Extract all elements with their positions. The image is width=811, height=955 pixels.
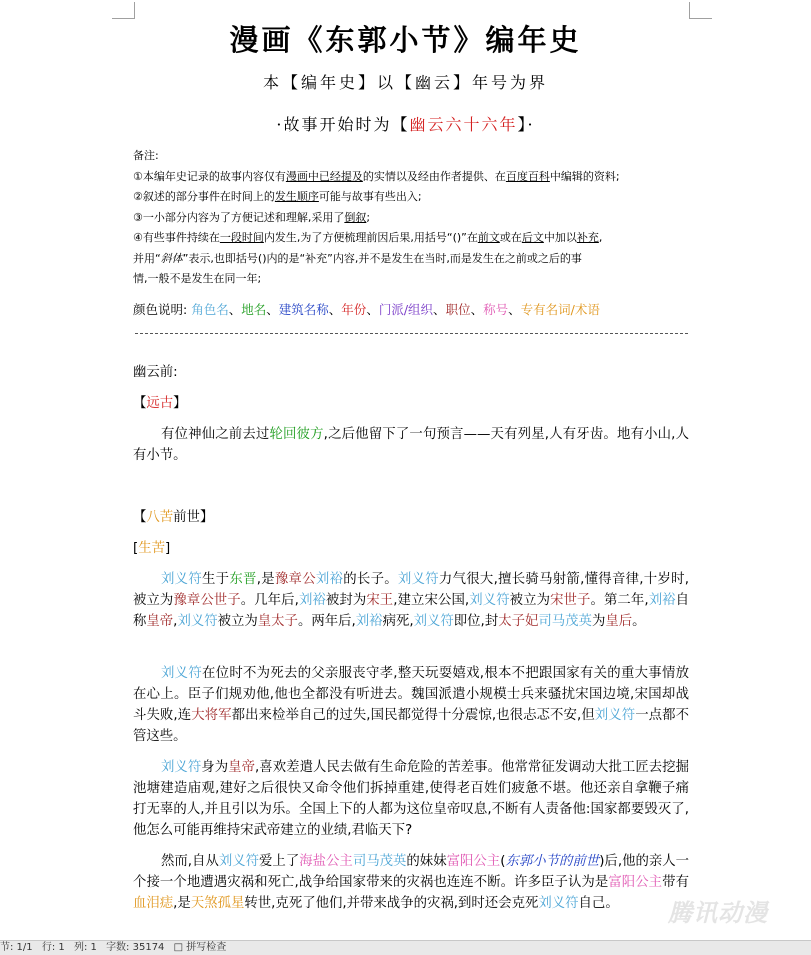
note-3-text: ③一小部分内容为了方便记述和理解,采用了	[133, 210, 345, 224]
note-4-l2-text: 并用“	[133, 251, 161, 265]
note-4-text-3: 或在	[499, 231, 522, 244]
p1-text: 有位神仙之前去过	[161, 427, 270, 442]
legend-place: 地名	[241, 302, 267, 317]
p5-text: 的妹妹	[406, 854, 447, 869]
legend-sep: 、	[328, 302, 342, 317]
pre-era-heading: 幽云前:	[133, 365, 178, 380]
role-liu-yu: 刘裕	[355, 614, 383, 629]
note-2-underline: 发生顺序	[274, 190, 319, 203]
post-huangtaizi: 皇太子	[257, 614, 298, 629]
post-dajiangjun: 大将军	[191, 708, 232, 723]
eight-sufferings-rest: 前世	[173, 510, 200, 525]
note-1	[133, 167, 693, 188]
note-4-underline-1: 一段时间	[219, 231, 264, 244]
legend-sep: 、	[266, 302, 279, 317]
p5-text: 爱上了	[259, 854, 300, 869]
p2-text: 。	[632, 614, 646, 629]
p3-text: 一点都不管这些。	[133, 708, 689, 744]
legend-post: 职位	[445, 302, 471, 317]
term-blood-tear-mole: 血泪痣	[133, 896, 174, 911]
note-3	[133, 208, 693, 229]
p2-text: 被立为	[217, 614, 258, 629]
bracket: 【	[133, 510, 147, 525]
bracket: 】	[173, 396, 187, 411]
post-huangdi: 皇帝	[146, 614, 174, 629]
notes-block	[133, 146, 693, 290]
ancient-label: 远古	[146, 396, 174, 411]
legend-year: 年份	[341, 302, 367, 317]
paragraph-prophecy	[133, 424, 689, 466]
eight-sufferings-heading	[133, 507, 689, 528]
p5-text: 自己。	[578, 896, 619, 911]
color-legend	[133, 300, 600, 318]
supplement-past-life: 东郭小节的前世	[505, 854, 600, 869]
note-4-text: ④有些事件持续在	[133, 231, 220, 244]
legend-building: 建筑名称	[278, 302, 329, 317]
paragraph-liu-yifu-origin	[133, 569, 689, 632]
p2-text: 力气很大,擅长骑马射箭,懂得音律,十岁时,被立为	[133, 572, 690, 608]
note-4-underline-3: 后文	[521, 231, 544, 244]
margin-corner-top-right	[689, 2, 712, 19]
p2-text: 。第二年,	[590, 593, 649, 608]
note-1-underline: 漫画中已经提及	[285, 169, 363, 183]
p2-text: 生于	[202, 572, 230, 587]
note-1-text-2: 的实情以及经由作者提供、在	[362, 169, 506, 183]
post-huanghou: 皇后	[605, 614, 633, 629]
title-haiyan-princess: 海盐公主	[299, 854, 353, 869]
status-page[interactable]: 节: 1/1	[0, 942, 33, 953]
term-tiansha-star: 天煞孤星	[190, 896, 245, 911]
post-songwang: 宋王	[366, 593, 394, 608]
p2-text: 。两年后,	[297, 614, 356, 629]
bracket: 【	[133, 396, 147, 411]
paragraph-liu-yifu-reign	[133, 663, 689, 747]
role-liu-yifu: 刘义符	[161, 760, 202, 775]
role-liu-yifu: 刘义符	[594, 708, 636, 723]
p2-text: ,建立宋公国,	[393, 593, 470, 608]
legend-sep: 、	[508, 302, 521, 317]
role-liu-yifu: 刘义符	[538, 896, 579, 911]
note-2-text: ②叙述的部分事件在时间上的	[133, 190, 275, 203]
legend-title: 称号	[483, 302, 509, 317]
post-huangdi: 皇帝	[228, 760, 256, 775]
start-suffix: 】·	[517, 115, 535, 134]
status-bar	[0, 940, 811, 955]
note-3-text-2: ;	[366, 210, 371, 224]
paragraph-liu-yifu-cruelty	[133, 757, 689, 841]
legend-faction: 门派/组织	[378, 302, 434, 317]
story-start-line	[0, 112, 811, 135]
p2-text: ,	[173, 614, 178, 629]
bracket: 】	[199, 510, 214, 525]
note-4-l2-text-2: ”表示,也即括号()内的是“补充”内容,并不是发生在当时,而是发生在之前或之后的事	[182, 251, 582, 265]
legend-sep: 、	[433, 302, 446, 317]
role-liu-yifu: 刘义符	[177, 614, 218, 629]
note-4-underline-4: 补充	[576, 231, 599, 244]
dashed-divider	[135, 333, 688, 334]
note-3-underline: 倒叙	[344, 210, 367, 224]
note-1-text-3: 中编辑的资料;	[549, 169, 620, 183]
note-1-text: ①本编年史记录的故事内容仅有	[133, 169, 286, 183]
legend-sep: 、	[366, 302, 379, 317]
p5-text: 然而,自从	[161, 854, 219, 869]
start-prefix: ·故事开始时为【	[276, 115, 410, 134]
p2-text: 自称	[133, 593, 690, 629]
role-liu-yifu: 刘义符	[218, 854, 260, 869]
note-4-line-3: 情,一般不是发生在同一年;	[133, 272, 262, 285]
status-col: 列: 1	[73, 942, 97, 953]
p3-text: 在位时不为死去的父亲服丧守孝,整天玩耍嬉戏,根本不把跟国家有关的重大事情放在心上。臣子们规劝他,他也全都没有听进去。魏国派遣小规模士兵来骚扰宋国边境,宋国却战斗失败,连	[133, 666, 690, 723]
place-dongjin: 东晋	[229, 572, 257, 587]
note-2	[133, 187, 693, 208]
p5-text: 转世,克死了他们,并带来战争的灾祸,到时还会克死	[244, 896, 539, 911]
p5-text: )后,他的亲人一个接一个地遭遇灾祸和死亡,战争给国家带来的灾祸也连连不断。许多臣子认为是	[133, 854, 690, 890]
post-songshizi: 宋世子	[550, 593, 591, 608]
post-yuzhanggong-shizi: 豫章公世子	[173, 593, 241, 608]
note-1-baike: 百度百科	[505, 169, 550, 183]
bracket: [	[133, 541, 139, 556]
p2-text: 即位,封	[453, 614, 499, 629]
legend-role: 角色名	[191, 302, 229, 317]
note-4-underline-2: 前文	[477, 231, 500, 244]
title-fuyang-princess: 富阳公主	[608, 875, 663, 890]
watermark-logo: 腾讯动漫	[668, 899, 768, 927]
birth-suffering-heading	[133, 538, 689, 559]
p2-text: 病死,	[382, 614, 414, 629]
birth-suffering-term: 生苦	[138, 541, 166, 556]
note-4-text-5: ,	[598, 231, 603, 244]
margin-corner-top-left	[112, 2, 135, 19]
p2-text: ,是	[256, 572, 275, 587]
note-2-text-2: 可能与故事有些出入;	[318, 190, 422, 203]
document-subtitle: 本【编年史】以【幽云】年号为界	[262, 73, 548, 92]
legend-label: 颜色说明:	[133, 302, 188, 317]
p4-text: ,喜欢差遣人民去做有生命危险的苦差事。他常常征发调动大批工匠去挖掘池塘建造庙观,建好之后很快又命令他们拆掉重建,使得老百姓们疲惫不堪。他还亲自拿鞭子痛打无辜的人,并且引以为乐。全国上下的人都为这位皇帝叹息,不断有人责备他:国家都要毁灭了,他怎么可能再维持宋武帝建立的业绩,君临天下?	[133, 760, 690, 838]
p4-text: 身为	[201, 760, 229, 775]
ancient-heading	[133, 393, 689, 414]
paragraph-fuyang-princess	[133, 851, 689, 914]
role-sima-maoying: 司马茂英	[538, 614, 592, 629]
document-title: 漫画《东郭小节》编年史	[229, 23, 582, 57]
role-liu-yifu: 刘义符	[469, 593, 510, 608]
p1-place: 轮回彼方	[269, 427, 324, 442]
p2-text: 被立为	[509, 593, 551, 608]
p1-text-2: ,之后他留下了一句预言——天有列星,人有牙齿。地有小山,人有小节。	[133, 427, 689, 463]
note-4-line-2	[133, 249, 693, 270]
role-liu-yifu: 刘义符	[161, 666, 202, 681]
p2-text: 为	[591, 614, 606, 629]
bracket: ]	[165, 541, 171, 556]
legend-term: 专有名词/术语	[520, 302, 600, 317]
status-spellcheck[interactable]: □ 拼写检查	[173, 942, 227, 953]
legend-sep: 、	[470, 302, 484, 317]
p2-text: 被封为	[325, 593, 367, 608]
note-4-italic: 斜体	[160, 251, 183, 265]
note-4-text-4: 中加以	[543, 231, 577, 244]
role-sima-maoying: 司马茂英	[352, 854, 407, 869]
p2-text: 。几年后,	[240, 593, 299, 608]
role-liu-yu: 刘裕	[315, 572, 344, 587]
note-4-text-2: 内发生,为了方便梳理前因后果,用括号“()”在	[263, 231, 478, 244]
role-liu-yifu: 刘义符	[413, 614, 454, 629]
p2-text: 的长子。	[343, 572, 398, 587]
post-taizifei: 太子妃	[498, 614, 539, 629]
role-liu-yu: 刘裕	[648, 593, 676, 608]
p5-text: (	[500, 854, 506, 869]
p5-text: ,是	[173, 896, 191, 911]
title-fuyang-princess: 富阳公主	[446, 854, 501, 869]
note-4	[133, 228, 693, 249]
role-liu-yifu: 刘义符	[161, 572, 202, 587]
role-liu-yu: 刘裕	[298, 593, 326, 608]
status-line: 行: 1	[41, 942, 65, 953]
status-words[interactable]: 字数: 35174	[106, 942, 165, 953]
legend-sep: 、	[228, 302, 242, 317]
notes-heading: 备注:	[133, 149, 159, 162]
p5-text: 带有	[662, 875, 689, 890]
eight-sufferings-term: 八苦	[146, 510, 174, 525]
p3-text: 都出来检举自己的过失,国民都觉得十分震惊,也很忐忑不安,但	[231, 708, 595, 723]
start-era: 幽云六十六年	[409, 115, 518, 134]
post-yuzhanggong: 豫章公	[274, 572, 316, 587]
role-liu-yifu: 刘义符	[397, 572, 439, 587]
